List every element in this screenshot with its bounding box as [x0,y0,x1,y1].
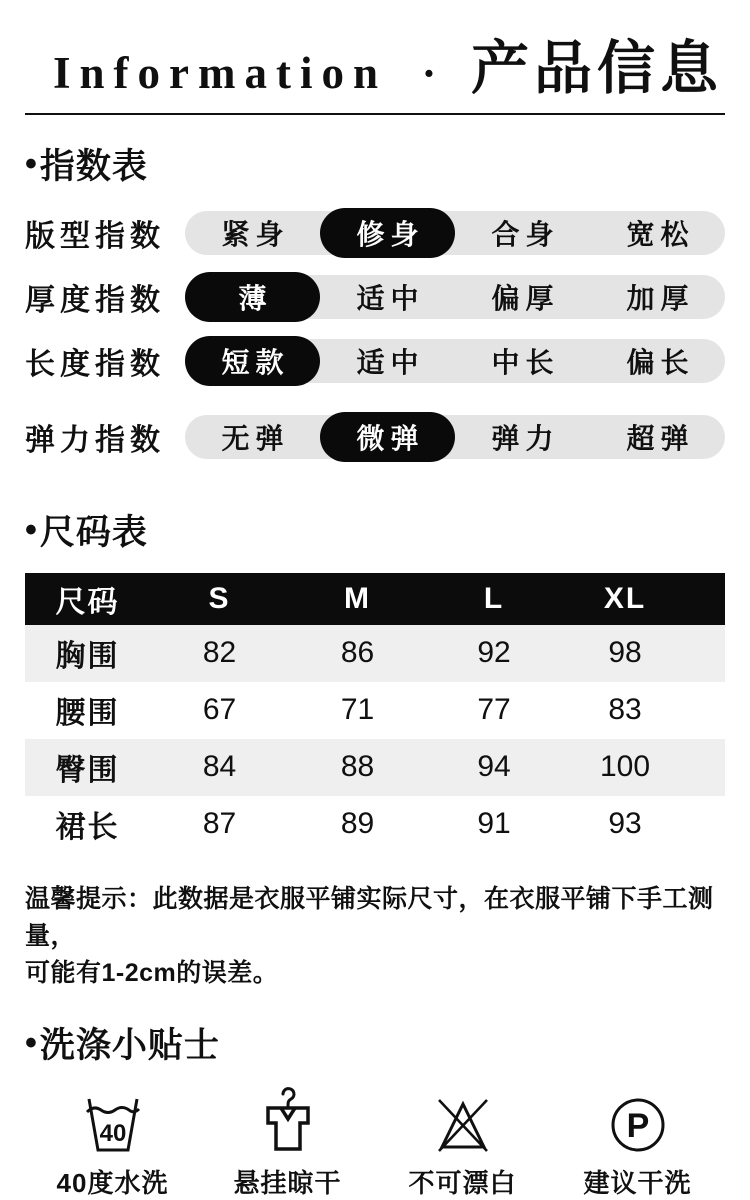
bullet-icon: • [25,144,38,183]
cell-value: 100 [599,750,651,784]
cell-value: 71 [340,693,375,727]
cell-spacer [688,682,725,739]
column-header: L [483,581,505,615]
wash-item-label: 建议干洗 [583,1167,692,1198]
index-option: 宽松 [626,218,695,250]
cell-value: 88 [340,750,375,784]
header-dot-separator: · [421,49,437,98]
cell-spacer [688,796,725,853]
wash-section-title: 洗涤小贴士 [39,1025,220,1065]
cell-value: 91 [477,807,511,841]
index-options-bar [185,275,725,319]
svg-text:40: 40 [99,1119,126,1147]
cell-value: 87 [202,807,237,841]
column-header-spacer [688,573,725,625]
cell-value: 86 [340,636,375,670]
index-option: 中长 [491,346,560,378]
page-title: 产品信息 [470,36,723,101]
wash-40-icon [81,1092,145,1154]
product-info-page [0,36,750,1198]
row-label: 裙长 [55,811,120,845]
index-option: 紧身 [221,218,290,250]
index-row-label: 厚度指数 [25,283,165,317]
index-row-label: 长度指数 [25,347,165,381]
size-section-heading [25,505,725,555]
index-option: 薄 [185,272,320,322]
index-option: 合身 [491,218,560,250]
wash-item-label: 40度水洗 [56,1167,169,1198]
table-row-waist [25,682,725,739]
table-row-skirt-length [25,796,725,853]
index-section-title: 指数表 [39,146,148,186]
index-option: 弹力 [491,422,560,454]
index-option: 偏厚 [491,282,560,314]
index-row-length [25,339,725,383]
svg-text:P: P [626,1106,649,1145]
index-option: 短款 [185,336,320,386]
bullet-icon: • [25,1023,38,1062]
index-row-fit [25,211,725,255]
row-label: 臀围 [55,754,120,788]
bullet-icon: • [25,510,38,549]
wash-care-icons [25,1092,725,1200]
table-row-hip [25,739,725,796]
page-header [25,36,725,115]
wash-item-label: 不可漂白 [408,1167,517,1198]
no-bleach-icon [433,1092,493,1154]
index-rows [25,211,725,459]
index-option: 适中 [356,346,425,378]
dry-clean-icon [609,1092,667,1154]
row-label: 腰围 [55,697,120,731]
index-row-elasticity [25,415,725,459]
wash-item-hang-dry [200,1092,375,1200]
header-english-title: Information [53,48,387,98]
index-option: 微弹 [320,412,455,462]
column-header: XL [603,581,647,615]
note-line: 温馨提示：此数据是衣服平铺实际尺寸，在衣服平铺下手工测量， [25,884,714,950]
cell-value: 82 [202,636,237,670]
index-option: 适中 [356,282,425,314]
cell-value: 67 [202,693,237,727]
size-section-title: 尺码表 [39,512,148,552]
index-option: 无弹 [221,422,290,454]
measurement-note [25,881,725,992]
index-options-bar [185,211,725,255]
cell-value: 94 [477,750,511,784]
row-label: 胸围 [55,640,120,674]
index-options-bar [185,415,725,459]
index-option: 修身 [320,208,455,258]
cell-spacer [688,625,725,682]
wash-section-heading [25,1018,725,1068]
column-header: 尺码 [55,585,120,619]
cell-spacer [688,739,725,796]
cell-value: 89 [340,807,375,841]
cell-value: 93 [608,807,642,841]
index-option: 偏长 [626,346,695,378]
wash-item-water-40 [25,1092,200,1200]
index-option: 加厚 [626,282,695,314]
wash-item-no-bleach [375,1092,550,1200]
cell-value: 83 [608,693,642,727]
index-section-heading [25,139,725,189]
wash-item-dry-clean [550,1092,725,1200]
note-line: 可能有1-2cm的误差。 [25,958,279,987]
index-row-label: 弹力指数 [25,423,165,457]
cell-value: 84 [202,750,237,784]
wash-item-label: 悬挂晾干 [233,1167,342,1198]
cell-value: 92 [477,636,511,670]
column-header: M [344,581,371,615]
size-table-header [25,573,725,625]
table-row-bust [25,625,725,682]
index-row-thickness [25,275,725,319]
hang-dry-icon [260,1092,316,1154]
size-table [25,573,725,853]
index-option: 超弹 [626,422,695,454]
column-header: S [208,581,231,615]
index-options-bar [185,339,725,383]
cell-value: 77 [477,693,511,727]
cell-value: 98 [608,636,642,670]
index-row-label: 版型指数 [25,219,165,253]
